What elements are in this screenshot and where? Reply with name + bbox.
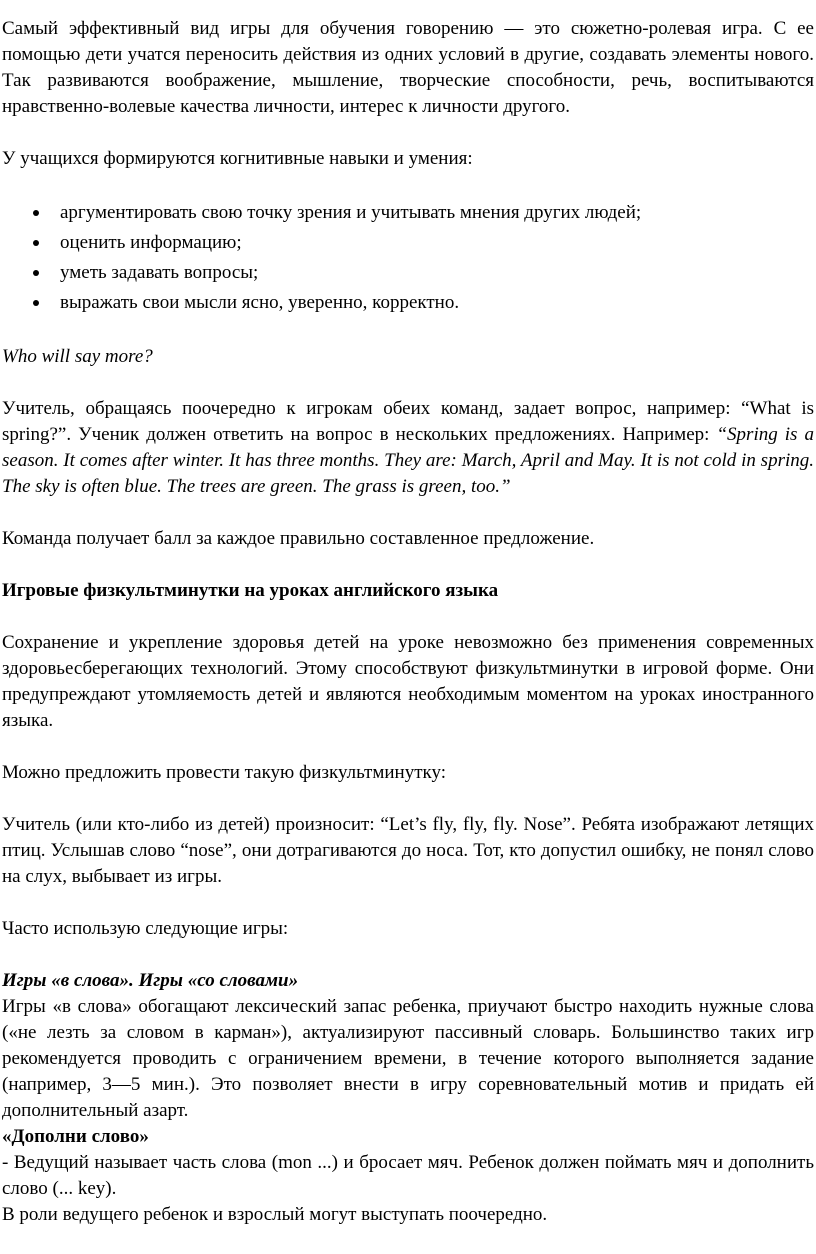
health-paragraph: Сохранение и укрепление здоровья детей на уроке невозможно без применения современных здоровьесберегающих технологий. Этому способствуют физкультминутки в игровой форме. Они предупреждают утомляемость детей и являются необходимым моментом на уроках иностранного языка. [2,632,814,731]
scoring-rule: Команда получает балл за каждое правильно составленное предложение. [2,528,595,549]
game-title: Who will say more? [2,346,153,367]
suggestion-paragraph: Можно предложить провести такую физкультминутку: [2,762,446,783]
exercise-description: Учитель (или кто-либо из детей) произносит: “Let’s fly, fly, fly. Nose”. Ребята изображают летящих птиц. Услышав слово “nose”, они дотрагиваются до носа. Тот, кто допустил ошибку, не понял слово на слух, выбывает из игры. [2,814,814,887]
example-answer: “Spring is a season. It comes after winter. It has three months. They are: March, April and May. It is not cold in spring. The sky is often blue. The trees are green. The grass is green, too.” [2,424,814,497]
games-intro: Часто использую следующие игры: [2,918,289,939]
list-item-text: уметь задавать вопросы; [60,262,259,283]
list-item-text: оценить информацию; [60,232,242,253]
game-subheading: «Дополни слово» [2,1126,149,1147]
bullet-icon [33,300,39,306]
skills-intro: У учащихся формируются когнитивные навыки и умения: [2,148,473,169]
bullet-icon [33,210,39,216]
list-item [2,288,814,318]
game-description [2,396,814,500]
word-games-heading: Игры «в слова». Игры «со словами» [2,970,299,991]
list-item-text: аргументировать свою точку зрения и учитывать мнения других людей; [60,202,642,223]
list-item [2,198,814,228]
list-item [2,258,814,288]
word-games-paragraph: Игры «в слова» обогащают лексический запас ребенка, приучают быстро находить нужные слова («не лезть за словом в карман»), актуализируют пассивный словарь. Большинство таких игр рекомендуется проводить с ограничением времени, в течение которого выполняется задание (например, 3—5 мин.). Это позволяет внести в игру соревновательный мотив и придать ей дополнительный азарт. [2,996,814,1121]
game-description-text: Учитель, обращаясь поочередно к игрокам обеих команд, задает вопрос, например: “What is spring?”. Ученик должен ответить на вопрос в нескольких предложениях. Например: [2,398,814,445]
game-note: В роли ведущего ребенок и взрослый могут выступать поочередно. [2,1204,548,1225]
section-heading: Игровые физкультминутки на уроках английского языка [2,580,499,601]
list-item [2,228,814,258]
skills-list [2,198,814,318]
bullet-icon [33,270,39,276]
intro-paragraph: Самый эффективный вид игры для обучения говорению — это сюжетно-ролевая игра. С ее помощью дети учатся переносить действия из одних условий в другие, создавать элементы нового. Так развиваются воображение, мышление, творческие способности, речь, воспитываются нравственно-волевые качества личности, интерес к личности другого. [2,18,814,117]
bullet-icon [33,240,39,246]
game-rules: - Ведущий называет часть слова (mon ...) и бросает мяч. Ребенок должен поймать мяч и дополнить слово (... key). [2,1152,814,1199]
document-page [2,16,814,1228]
list-item-text: выражать свои мысли ясно, уверенно, корректно. [60,292,460,313]
